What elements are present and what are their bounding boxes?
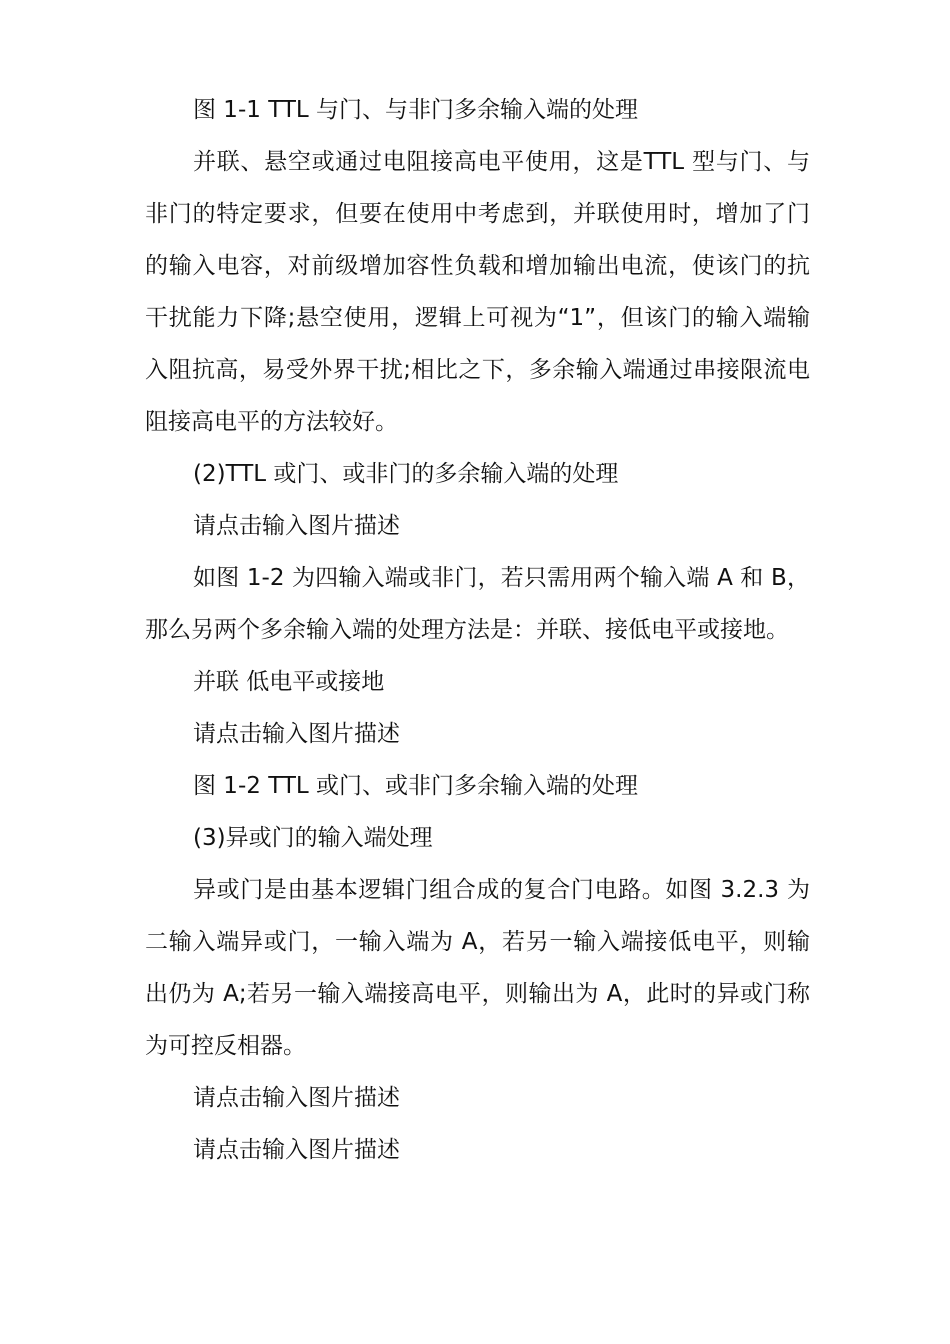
body-paragraph-xor: 异或门是由基本逻辑门组合成的复合门电路。如图 3.2.3 为二输入端异或门，一输入端为 A，若另一输入端接低电平，则输出仍为 A;若另一输入端接高电平，则输出为 A，此时的异或门称为可控反相器。 <box>145 877 810 1059</box>
image-placeholder[interactable]: 请点击输入图片描述 <box>193 721 400 747</box>
body-paragraph-four-input-nor: 如图 1-2 为四输入端或非门，若只需用两个输入端 A 和 B，那么另两个多余输入端的处理方法是：并联、接低电平或接地。 <box>145 565 810 643</box>
figure-caption-1-1: 图 1-1 TTL 与门、与非门多余输入端的处理 <box>193 97 639 123</box>
figure-labels: 并联 低电平或接地 <box>193 669 385 695</box>
section-heading-ttl-or-nor: (2)TTL 或门、或非门的多余输入端的处理 <box>193 461 619 487</box>
body-paragraph-parallel-float: 并联、悬空或通过电阻接高电平使用，这是TTL 型与门、与非门的特定要求，但要在使用中考虑到，并联使用时，增加了门的输入电容，对前级增加容性负载和增加输出电流，使该门的抗干扰能力下降;悬空使用，逻辑上可视为“1”，但该门的输入端输入阻抗高，易受外界干扰;相比之下，多余输入端通过串接限流电阻接高电平的方法较好。 <box>145 149 810 435</box>
document-body <box>145 84 810 1176</box>
image-placeholder[interactable]: 请点击输入图片描述 <box>193 1137 400 1163</box>
image-placeholder[interactable]: 请点击输入图片描述 <box>193 1085 400 1111</box>
image-placeholder[interactable]: 请点击输入图片描述 <box>193 513 400 539</box>
section-heading-xor: (3)异或门的输入端处理 <box>193 825 433 851</box>
figure-caption-1-2: 图 1-2 TTL 或门、或非门多余输入端的处理 <box>193 773 639 799</box>
